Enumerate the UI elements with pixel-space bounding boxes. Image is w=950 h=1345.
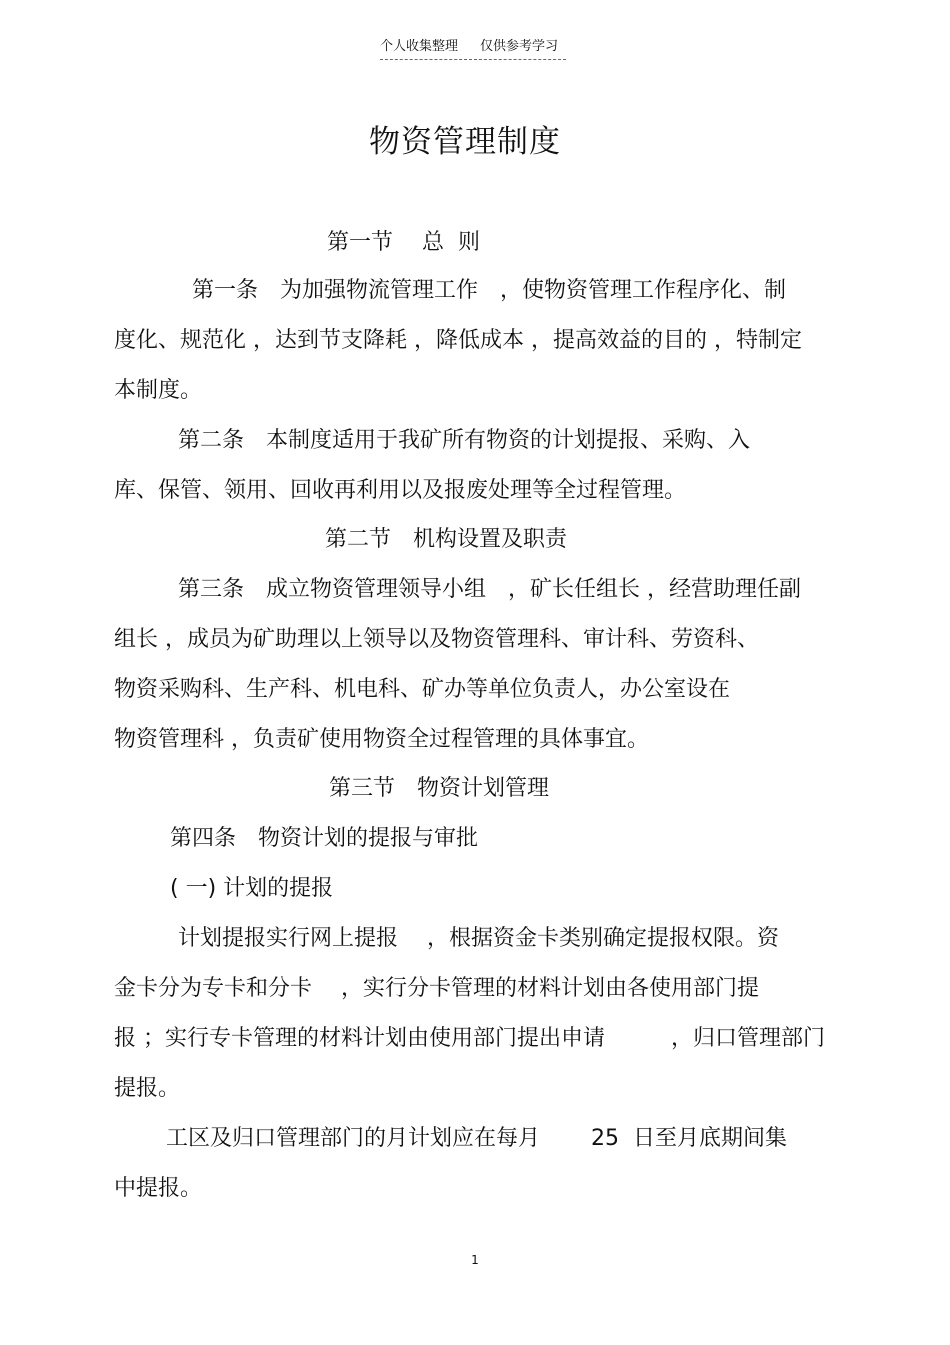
paragraph-1-line-2: 金卡分为专卡和分卡 ，实行分卡管理的材料计划由各使用部门提: [114, 976, 759, 1001]
article-1-line-1: 第一条 为加强物流管理工作 ，使物资管理工作程序化、制: [192, 278, 787, 303]
article-3-line-1: 第三条 成立物资管理领导小组 ，矿长任组长 ，经营助理任副: [178, 577, 801, 602]
subsection-heading: ( 一) 计划的提报: [170, 876, 334, 901]
section-heading-3: 第三节 物资计划管理: [329, 776, 550, 801]
paragraph-2-line-1: 工区及归口管理部门的月计划应在每月 25 日至月底期间集: [166, 1126, 787, 1151]
section-heading-1: 第一节 总 则: [327, 230, 480, 255]
page-header: [380, 38, 566, 60]
article-4-heading: 第四条 物资计划的提报与审批: [170, 826, 479, 851]
article-2-line-2: 库、保管、领用、回收再利用以及报废处理等全过程管理。: [114, 478, 687, 503]
paragraph-1-line-4: 提报。: [114, 1076, 181, 1101]
article-3-line-4: 物资管理科 ，负责矿使用物资全过程管理的具体事宜。: [114, 727, 649, 752]
paragraph-2-line-2: 中提报。: [114, 1176, 203, 1201]
page-number: 1: [471, 1253, 479, 1267]
header-right-text: 仅供参考学习: [480, 39, 559, 54]
header-left-text: 个人收集整理: [380, 39, 459, 54]
article-1-line-2: 度化、规范化 ，达到节支降耗 ，降低成本 ，提高效益的目的 ，特制定: [114, 328, 802, 353]
section-heading-2: 第二节 机构设置及职责: [325, 527, 568, 552]
article-3-line-2: 组长 ，成员为矿助理以上领导以及物资管理科、审计科、劳资科、: [114, 627, 759, 652]
document-title: 物资管理制度: [369, 124, 561, 160]
paragraph-1-line-1: 计划提报实行网上提报 ，根据资金卡类别确定提报权限。资: [178, 926, 779, 951]
article-2-line-1: 第二条 本制度适用于我矿所有物资的计划提报、采购、入: [178, 428, 751, 453]
article-3-line-3: 物资采购科、生产科、机电科、矿办等单位负责人，办公室设在: [114, 677, 731, 702]
article-1-line-3: 本制度。: [114, 378, 203, 403]
paragraph-1-line-3: 报 ；实行专卡管理的材料计划由使用部门提出申请 ，归口管理部门: [114, 1026, 825, 1051]
